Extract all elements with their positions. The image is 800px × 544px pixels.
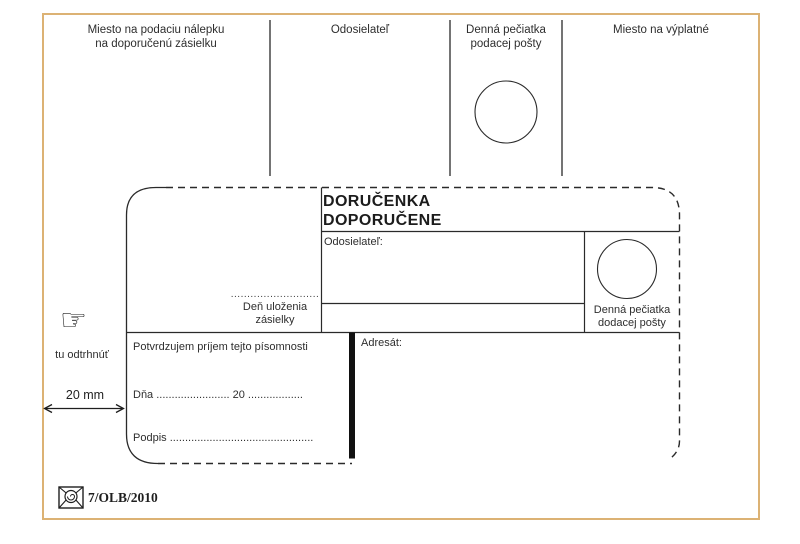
card-title: DORUČENKA DOPORUČENE: [323, 193, 442, 229]
sender-field-label: Odosielateľ:: [324, 236, 383, 248]
storage-date-field: ........................... Deň uloženia zásielky: [228, 288, 322, 327]
label-postage-area: Miesto na výplatné: [613, 24, 709, 36]
tear-here-label: tu odtrhnúť: [55, 349, 109, 361]
confirmation-text: Potvrdzujem príjem tejto písomnosti: [133, 341, 308, 353]
form-code: 7/OLB/2010: [88, 490, 158, 505]
label-posting-sticker-area: Miesto na podaciu nálepku na doporučenú zásielku: [87, 24, 225, 50]
storage-date-dotted-line: ...........................: [230, 289, 320, 300]
addressee-field-label: Adresát:: [361, 337, 402, 349]
label-sender-top: Odosielateľ: [330, 24, 390, 36]
delivery-stamp-label: Denná pečiatka dodacej pošty: [593, 304, 671, 329]
label-posting-stamp: Denná pečiatka podacej pošty: [466, 24, 546, 50]
width-dimension-label: 20 mm: [65, 388, 105, 402]
signature-line: Podpis ...............................................: [133, 432, 314, 444]
pointing-hand-icon: ☞: [60, 303, 87, 338]
date-line: Dňa ........................ 20 ..................: [133, 389, 303, 401]
